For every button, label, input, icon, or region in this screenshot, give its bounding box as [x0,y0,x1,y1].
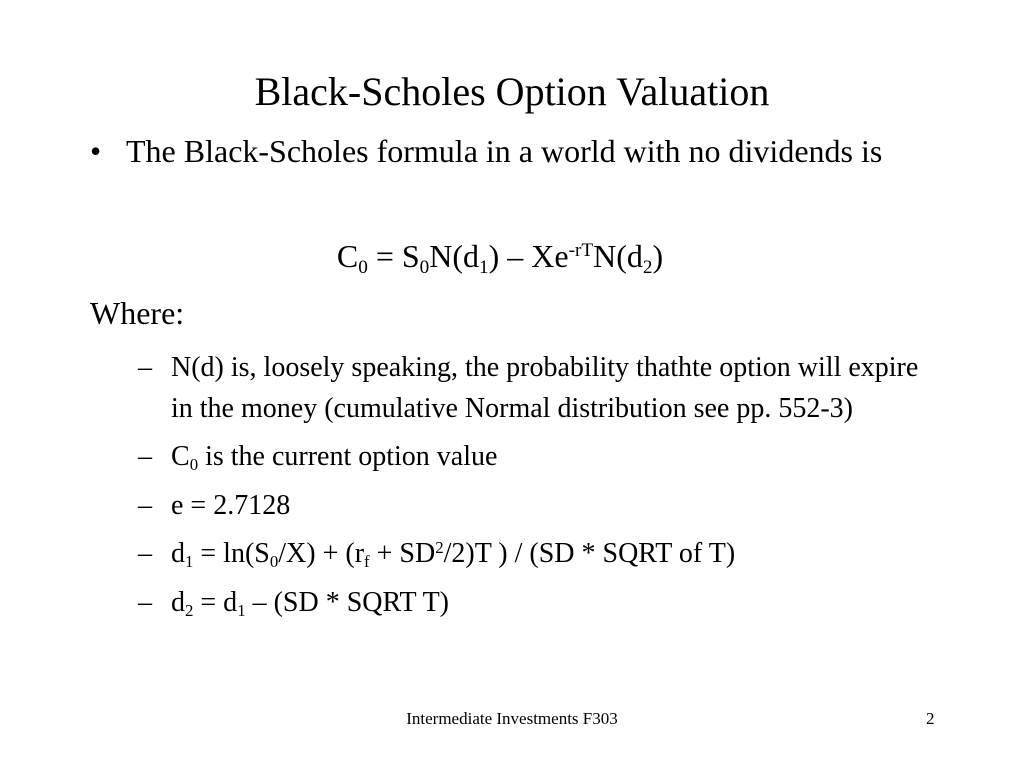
formula-s-sub: 0 [419,257,430,279]
d2-d: d [171,586,185,618]
d1-p3: + SD [369,538,436,569]
black-scholes-formula [0,235,1000,277]
dash-marker: – [138,489,152,521]
definition-nd [138,348,938,429]
definition-d2 [138,583,938,624]
d1-s-sub: 0 [269,552,279,572]
d2-p1: = d [193,586,238,618]
formula-d1-sub: 1 [479,257,489,279]
c0-c: C [171,441,190,472]
c0-sub: 0 [189,455,199,475]
main-bullet-text: The Black-Scholes formula in a world with no dividends is [126,133,883,169]
definition-e-text: e = 2.7128 [171,489,291,521]
formula-nd1: N(d [429,238,480,274]
main-bullet [90,130,890,172]
c0-rest: is the current option value [198,441,498,472]
footer-page-number: 2 [926,709,935,728]
definition-c0 [138,437,938,478]
definition-e [138,486,938,527]
d1-d: d [171,538,185,569]
d1-p1: = ln(S [193,538,270,569]
d1-sd-sup: 2 [435,537,444,557]
formula-exponent: -rT [568,240,594,262]
formula-minus-xe: ) – Xe [488,238,569,274]
bullet-marker: • [90,133,102,169]
formula-close: ) [652,238,664,274]
dash-marker: – [138,586,152,618]
formula-eq-s: = S [367,238,420,274]
formula-d2-sub: 2 [642,257,653,279]
definition-d1 [138,534,938,575]
d1-p4: /2)T ) / (SD * SQRT of T) [443,538,736,569]
d2-d1-sub: 1 [237,600,246,620]
dash-marker: – [138,352,152,383]
d2-d-sub: 2 [185,600,194,620]
formula-c-sub: 0 [358,257,368,279]
d1-r-sub: f [364,552,370,572]
where-label: Where: [90,295,185,331]
slide-title: Black-Scholes Option Valuation [254,69,770,114]
dash-marker: – [138,441,152,472]
dash-marker: – [138,538,152,569]
formula-c: C [336,238,359,274]
definitions-list [138,348,938,631]
d2-p2: – (SD * SQRT T) [245,586,450,618]
d1-p2: /X) + (r [278,538,365,569]
formula-nd2: N(d [593,238,643,274]
d1-d-sub: 1 [185,552,194,572]
footer-course: Intermediate Investments F303 [406,709,618,728]
definition-nd-text: N(d) is, loosely speaking, the probability thathte option will expire in the money (cumulative Normal distribution see pp. 552-3) [171,352,919,424]
